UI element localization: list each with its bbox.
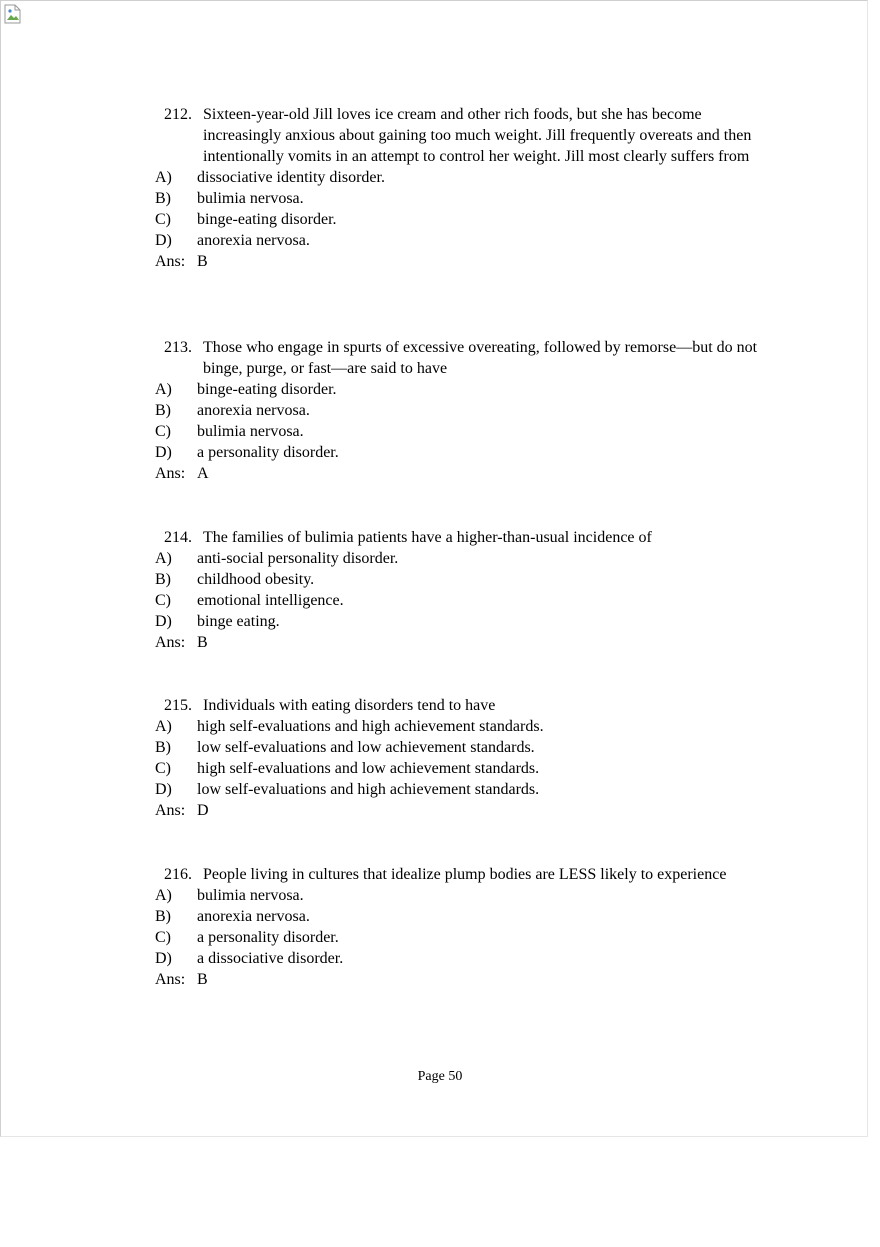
option-d [155, 442, 795, 463]
option-b [155, 188, 795, 209]
question-text: Individuals with eating disorders tend to have [203, 697, 496, 714]
option-text: a dissociative disorder. [197, 950, 344, 967]
option-text: a personality disorder. [197, 929, 339, 946]
option-b [155, 737, 795, 758]
question-text: People living in cultures that idealize plump bodies are LESS likely to experience [203, 866, 727, 883]
option-letter: A) [155, 550, 172, 567]
question-stem [155, 527, 795, 548]
question-213 [155, 337, 795, 484]
option-letter: D) [155, 232, 172, 249]
answer-label: Ans: [155, 465, 186, 482]
answer-line [155, 632, 795, 653]
option-c [155, 927, 795, 948]
question-216 [155, 864, 795, 990]
option-text: anorexia nervosa. [197, 402, 310, 419]
option-a [155, 167, 795, 188]
option-b [155, 400, 795, 421]
option-text: emotional intelligence. [197, 592, 344, 609]
option-a [155, 716, 795, 737]
option-d [155, 948, 795, 969]
answer-value: A [197, 465, 209, 482]
option-text: low self-evaluations and high achievement standards. [197, 781, 540, 798]
option-letter: C) [155, 423, 171, 440]
page-number: Page 50 [417, 1069, 463, 1084]
option-text: bulimia nervosa. [197, 190, 304, 207]
option-letter: B) [155, 402, 171, 419]
question-text: Those who engage in spurts of excessive overeating, followed by remorse—but do not binge, purge, or fast—are said to have [203, 339, 758, 377]
question-stem [155, 864, 795, 885]
option-text: anti-social personality disorder. [197, 550, 399, 567]
answer-value: D [197, 802, 209, 819]
option-text: bulimia nervosa. [197, 887, 304, 904]
option-letter: A) [155, 887, 172, 904]
answer-line [155, 800, 795, 821]
option-a [155, 548, 795, 569]
answer-label: Ans: [155, 253, 186, 270]
option-letter: C) [155, 929, 171, 946]
answer-label: Ans: [155, 971, 186, 988]
option-letter: D) [155, 444, 172, 461]
option-letter: C) [155, 760, 171, 777]
option-c [155, 590, 795, 611]
question-number: 214. [164, 529, 192, 546]
option-c [155, 421, 795, 442]
question-number: 216. [164, 866, 192, 883]
option-text: bulimia nervosa. [197, 423, 304, 440]
option-text: low self-evaluations and low achievement standards. [197, 739, 535, 756]
option-d [155, 230, 795, 251]
option-c [155, 758, 795, 779]
option-c [155, 209, 795, 230]
option-letter: D) [155, 781, 172, 798]
question-number: 213. [164, 339, 192, 356]
option-text: binge eating. [197, 613, 280, 630]
answer-line [155, 251, 795, 272]
option-letter: A) [155, 381, 172, 398]
question-text: Sixteen-year-old Jill loves ice cream and other rich foods, but she has become increasingly anxious about gaining too much weight. Jill frequently overeats and then intentionally vomits in an attempt to control her weight. Jill most clearly suffers from [203, 106, 752, 165]
option-b [155, 569, 795, 590]
question-stem [155, 337, 795, 379]
option-text: anorexia nervosa. [197, 908, 310, 925]
option-text: anorexia nervosa. [197, 232, 310, 249]
option-letter: B) [155, 739, 171, 756]
answer-label: Ans: [155, 634, 186, 651]
option-d [155, 611, 795, 632]
option-letter: B) [155, 908, 171, 925]
answer-value: B [197, 253, 208, 270]
option-text: binge-eating disorder. [197, 211, 337, 228]
answer-line [155, 969, 795, 990]
question-number: 215. [164, 697, 192, 714]
option-d [155, 779, 795, 800]
question-stem [155, 104, 795, 167]
option-letter: A) [155, 169, 172, 186]
option-a [155, 379, 795, 400]
question-stem [155, 695, 795, 716]
broken-image-icon [4, 4, 22, 24]
option-text: dissociative identity disorder. [197, 169, 385, 186]
question-212 [155, 104, 795, 272]
option-text: childhood obesity. [197, 571, 315, 588]
option-letter: B) [155, 571, 171, 588]
answer-label: Ans: [155, 802, 186, 819]
option-a [155, 885, 795, 906]
option-b [155, 906, 795, 927]
option-letter: D) [155, 950, 172, 967]
option-letter: D) [155, 613, 172, 630]
question-number: 212. [164, 106, 192, 123]
option-text: high self-evaluations and high achievement standards. [197, 718, 544, 735]
option-text: binge-eating disorder. [197, 381, 337, 398]
option-letter: B) [155, 190, 171, 207]
answer-value: B [197, 634, 208, 651]
question-214 [155, 527, 795, 653]
answer-value: B [197, 971, 208, 988]
option-text: a personality disorder. [197, 444, 339, 461]
option-text: high self-evaluations and low achievement standards. [197, 760, 540, 777]
option-letter: C) [155, 592, 171, 609]
question-text: The families of bulimia patients have a higher-than-usual incidence of [203, 529, 652, 546]
question-215 [155, 695, 795, 821]
option-letter: A) [155, 718, 172, 735]
answer-line [155, 463, 795, 484]
option-letter: C) [155, 211, 171, 228]
